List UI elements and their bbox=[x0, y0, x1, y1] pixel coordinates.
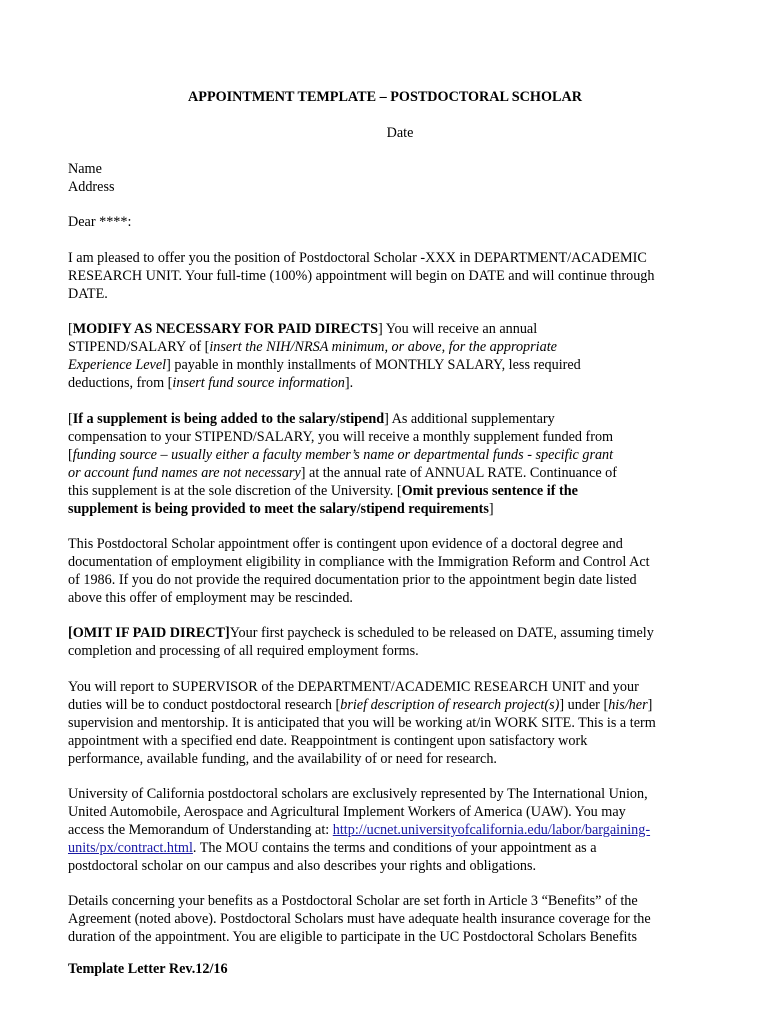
mou-link[interactable]: http://ucnet.universityofcalifornia.edu/labor/bargaining- bbox=[332, 822, 651, 838]
paragraph-line: of 1986. If you do not provide the required documentation prior to the appointment begin date listed bbox=[68, 572, 637, 588]
placeholder-text: Experience Level bbox=[68, 357, 167, 373]
paragraph-line: documentation of employment eligibility in compliance with the Immigration Reform and Control Act bbox=[68, 554, 650, 570]
paragraph-line: Agreement (noted above). Postdoctoral Scholars must have adequate health insurance coverage for the bbox=[68, 911, 651, 927]
paragraph-line: postdoctoral scholar on our campus and also describes your rights and obligations. bbox=[68, 858, 537, 874]
paragraph-line: above this offer of employment may be rescinded. bbox=[68, 590, 353, 606]
placeholder-text: insert the NIH/NRSA minimum, or above, for the appropriate bbox=[209, 339, 557, 355]
text-span: ] under [ bbox=[559, 697, 609, 713]
text-span: deductions, from [ bbox=[68, 375, 173, 391]
text-span: ]. bbox=[344, 375, 354, 391]
text-span: ] As additional supplementary bbox=[384, 411, 555, 427]
paragraph-line: completion and processing of all required employment forms. bbox=[68, 643, 419, 659]
date-line: Date bbox=[386, 125, 414, 141]
text-span: ] at the annual rate of ANNUAL RATE. Continuance of bbox=[300, 465, 617, 481]
paragraph-union bbox=[68, 785, 708, 875]
text-span: this supplement is at the sole discretion of the University. [ bbox=[68, 483, 402, 499]
salutation: Dear ****: bbox=[68, 214, 132, 230]
paragraph-line: compensation to your STIPEND/SALARY, you will receive a monthly supplement funded from bbox=[68, 429, 614, 445]
text-span: You will receive an annual bbox=[382, 321, 538, 337]
paragraph-paycheck bbox=[68, 624, 708, 660]
instruction-tag: supplement is being provided to meet the salary/stipend requirements bbox=[68, 501, 489, 517]
instruction-tag: Omit previous sentence if the bbox=[401, 483, 578, 499]
placeholder-text: his/her bbox=[608, 697, 648, 713]
paragraph-line: This Postdoctoral Scholar appointment offer is contingent upon evidence of a doctoral degree and bbox=[68, 536, 623, 552]
paragraph-line: RESEARCH UNIT. Your full-time (100%) appointment will begin on DATE and will continue through bbox=[68, 268, 655, 284]
paragraph-line: I am pleased to offer you the position of Postdoctoral Scholar -XXX in DEPARTMENT/ACADEMIC bbox=[68, 250, 647, 266]
placeholder-text: brief description of research project(s) bbox=[340, 697, 560, 713]
paragraph-salary: [MODIFY AS NECESSARY FOR PAID DIRECTS] You will receive an annual STIPEND/SALARY of [insert the NIH/NRSA minimum, or above, for the appropriate Experience Level] payable in monthly installments of MONTHLY SALARY, less required deductions, from [insert fund source information]. bbox=[68, 321, 581, 391]
recipient-block bbox=[68, 160, 708, 196]
recipient-name: Name bbox=[68, 161, 102, 177]
template-revision-footer: Template Letter Rev.12/16 bbox=[68, 961, 228, 977]
text-span: ] payable in monthly installments of MONTHLY SALARY, less required bbox=[166, 357, 581, 373]
paragraph-line: duration of the appointment. You are eligible to participate in the UC Postdoctoral Scholars Benefits bbox=[68, 929, 637, 945]
instruction-tag: If a supplement is being added to the salary/stipend bbox=[72, 411, 385, 427]
paragraph-line: performance, available funding, and the availability of or need for research. bbox=[68, 751, 497, 767]
text-span: Your first paycheck is scheduled to be released on DATE, assuming timely bbox=[229, 625, 654, 641]
paragraph-line: appointment with a specified end date. Reappointment is contingent upon satisfactory work bbox=[68, 733, 588, 749]
instruction-tag: MODIFY AS NECESSARY FOR PAID DIRECTS bbox=[72, 321, 378, 337]
paragraph-line: Details concerning your benefits as a Postdoctoral Scholar are set forth in Article 3 “Benefits” of the bbox=[68, 893, 638, 909]
paragraph-line: supervision and mentorship. It is anticipated that you will be working at/in WORK SITE. This is a term bbox=[68, 715, 656, 731]
paragraph-line: United Automobile, Aerospace and Agricultural Implement Workers of America (UAW). You may bbox=[68, 804, 626, 820]
paragraph-line: DATE. bbox=[68, 286, 108, 302]
paragraph-line: University of California postdoctoral scholars are exclusively represented by The International Union, bbox=[68, 786, 648, 802]
placeholder-text: or account fund names are not necessary bbox=[68, 465, 301, 481]
instruction-tag: [OMIT IF PAID DIRECT] bbox=[68, 625, 230, 641]
paragraph-benefits bbox=[68, 892, 708, 946]
recipient-address: Address bbox=[68, 179, 115, 195]
paragraph-position-offer bbox=[68, 249, 708, 303]
document-title: APPOINTMENT TEMPLATE – POSTDOCTORAL SCHOLAR bbox=[188, 89, 582, 105]
text-span: . The MOU contains the terms and conditions of your appointment as a bbox=[192, 840, 597, 856]
paragraph-supervisor: You will report to SUPERVISOR of the DEPARTMENT/ACADEMIC RESEARCH UNIT and your duties will be to conduct postdoctoral research [brief description of research project(s)] under [his/her] supervision and mentorship. It is anticipated that you will be working at/in WORK SITE. This is a term appointment with a specified end date. Reappointment is contingent upon satisfactory work performance, available funding, and the availability of or need for research. bbox=[68, 678, 708, 768]
text-span: duties will be to conduct postdoctoral research [ bbox=[68, 697, 341, 713]
placeholder-text: insert fund source information bbox=[172, 375, 345, 391]
text-span: access the Memorandum of Understanding at: bbox=[68, 822, 333, 838]
mou-link-continued[interactable]: units/px/contract.html bbox=[68, 840, 193, 856]
paragraph-supplement: [If a supplement is being added to the salary/stipend] As additional supplementary compensation to your STIPEND/SALARY, you will receive a monthly supplement funded from [funding source – usually either a faculty member’s name or departmental funds - specific grant or account fund names are not necessary] at the annual rate of ANNUAL RATE. Continuance of this supplement is at the sole discretion of the University. [Omit previous sentence if the supplement is being provided to meet the salary/stipend requirements] bbox=[68, 410, 708, 518]
paragraph-eligibility bbox=[68, 535, 708, 607]
paragraph-line: You will report to SUPERVISOR of the DEPARTMENT/ACADEMIC RESEARCH UNIT and your bbox=[68, 679, 639, 695]
text-span: STIPEND/SALARY of [ bbox=[68, 339, 210, 355]
placeholder-text: funding source – usually either a faculty member’s name or departmental funds - specific grant bbox=[72, 447, 614, 463]
